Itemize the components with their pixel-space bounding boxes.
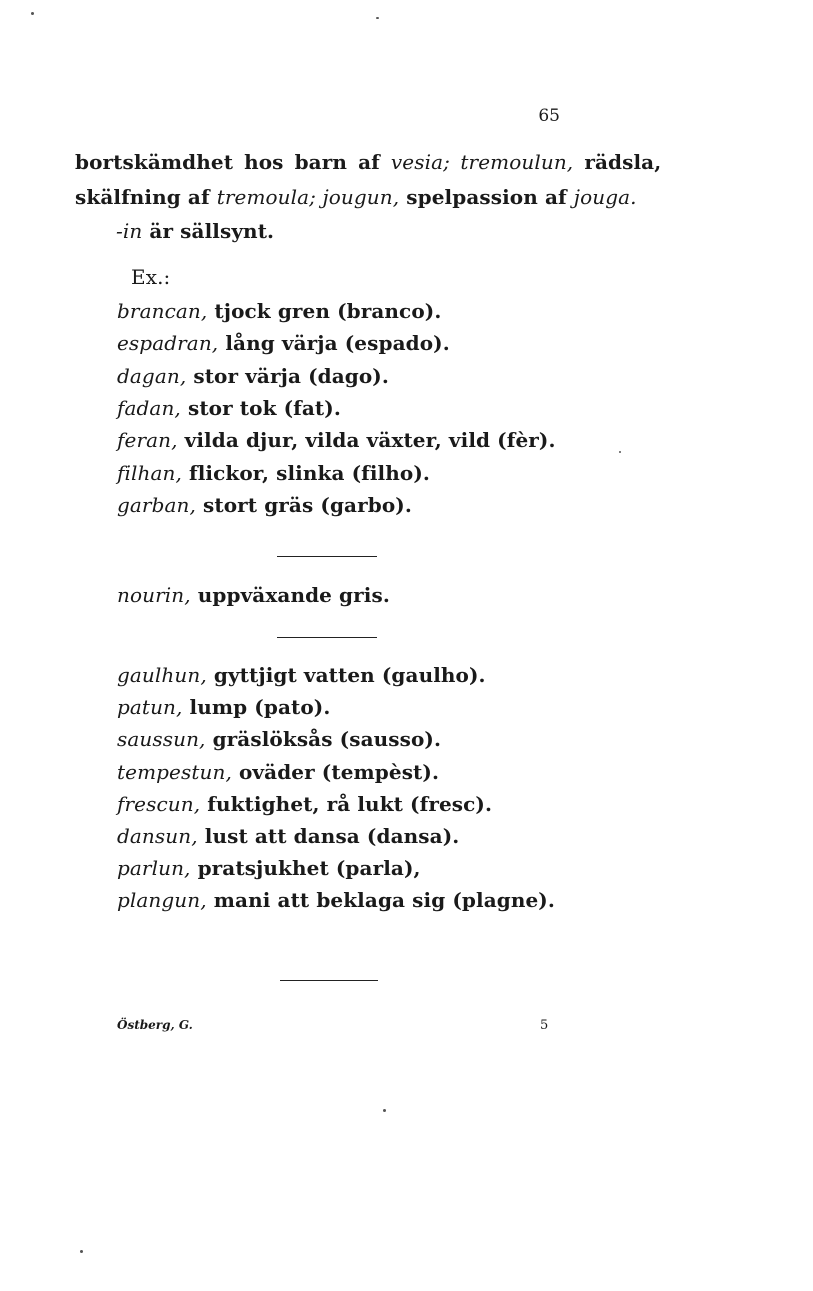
dictionary-entry — [117, 760, 439, 784]
gloss: mani att beklaga sig (plagne). — [206, 888, 555, 913]
dictionary-entry — [117, 663, 486, 687]
headword: garban, — [117, 492, 196, 517]
text-run: rädsla, — [573, 150, 662, 174]
gloss: stor tok (fat). — [180, 395, 341, 420]
intro-line-2 — [75, 185, 637, 209]
gloss: gyttjigt vatten (gaulho). — [206, 663, 486, 687]
dictionary-entry — [117, 461, 430, 485]
gloss: fuktighet, rå lukt (fresc). — [200, 791, 493, 816]
intro-line-3 — [116, 219, 274, 243]
gloss: uppväxande gris. — [190, 583, 390, 607]
gloss: vilda djur, vilda växter, vild (fèr). — [177, 428, 556, 453]
text-run: är sällsynt. — [142, 219, 275, 243]
section-divider — [277, 556, 377, 557]
dictionary-entry — [117, 428, 556, 452]
gloss: stort gräs (garbo). — [195, 492, 412, 517]
text-run: spelpassion af — [399, 185, 574, 209]
section-divider — [277, 637, 377, 638]
italic-term: vesia; tremoulun, — [390, 150, 574, 174]
dictionary-entry — [117, 331, 450, 355]
headword: brancan, — [117, 299, 208, 323]
dictionary-entry — [117, 888, 555, 912]
dictionary-entry — [117, 583, 390, 607]
headword: plangun, — [117, 888, 207, 913]
headword: patun, — [117, 695, 183, 720]
gloss: tjock gren (branco). — [207, 299, 442, 323]
headword: saussun, — [117, 727, 206, 752]
sheet-signature-number: 5 — [540, 1018, 549, 1033]
headword: nourin, — [117, 583, 191, 607]
paper-speck — [376, 17, 379, 19]
paper-speck — [383, 1109, 386, 1112]
headword: dagan, — [117, 363, 187, 388]
section-divider — [280, 980, 378, 981]
gloss: flickor, slinka (filho). — [181, 460, 430, 485]
headword: frescun, — [117, 791, 201, 816]
headword: filhan, — [117, 460, 182, 485]
dictionary-entry — [117, 792, 492, 816]
dictionary-entry — [117, 695, 330, 719]
gloss: oväder (tempèst). — [231, 759, 440, 784]
headword: feran, — [117, 428, 178, 453]
text-run: skälfning af — [75, 185, 217, 209]
headword: espadran, — [117, 331, 219, 356]
printer-signature-author: Östberg, G. — [117, 1018, 193, 1032]
gloss: lump (pato). — [182, 695, 331, 720]
headword: fadan, — [117, 395, 181, 420]
dictionary-entry — [117, 299, 441, 323]
paper-speck — [31, 12, 34, 15]
italic-term: -in — [116, 219, 143, 243]
page-number: 65 — [538, 106, 560, 126]
gloss: stor värja (dago). — [186, 363, 389, 388]
headword: parlun, — [117, 856, 191, 881]
headword: tempestun, — [117, 759, 232, 784]
dictionary-entry — [117, 364, 389, 388]
gloss: pratsjukhet (parla), — [190, 856, 421, 881]
dictionary-entry — [117, 824, 459, 848]
gloss: lång värja (espado). — [218, 331, 450, 356]
paper-speck — [80, 1250, 83, 1253]
gloss: lust att dansa (dansa). — [197, 824, 460, 848]
example-label: Ex.: — [131, 265, 171, 289]
text-run: bortskämdhet hos barn af — [75, 150, 391, 174]
dictionary-entry — [117, 727, 441, 751]
dictionary-entry — [117, 396, 341, 420]
italic-term: jouga. — [573, 185, 637, 209]
headword: dansun, — [117, 824, 198, 848]
gloss: gräslöksås (sausso). — [205, 727, 442, 752]
headword: gaulhun, — [117, 663, 207, 687]
dictionary-entry — [117, 856, 421, 880]
italic-term: tremoula; jougun, — [216, 185, 400, 209]
intro-line-1 — [75, 150, 661, 174]
paper-speck — [619, 451, 621, 453]
dictionary-entry — [117, 493, 412, 517]
